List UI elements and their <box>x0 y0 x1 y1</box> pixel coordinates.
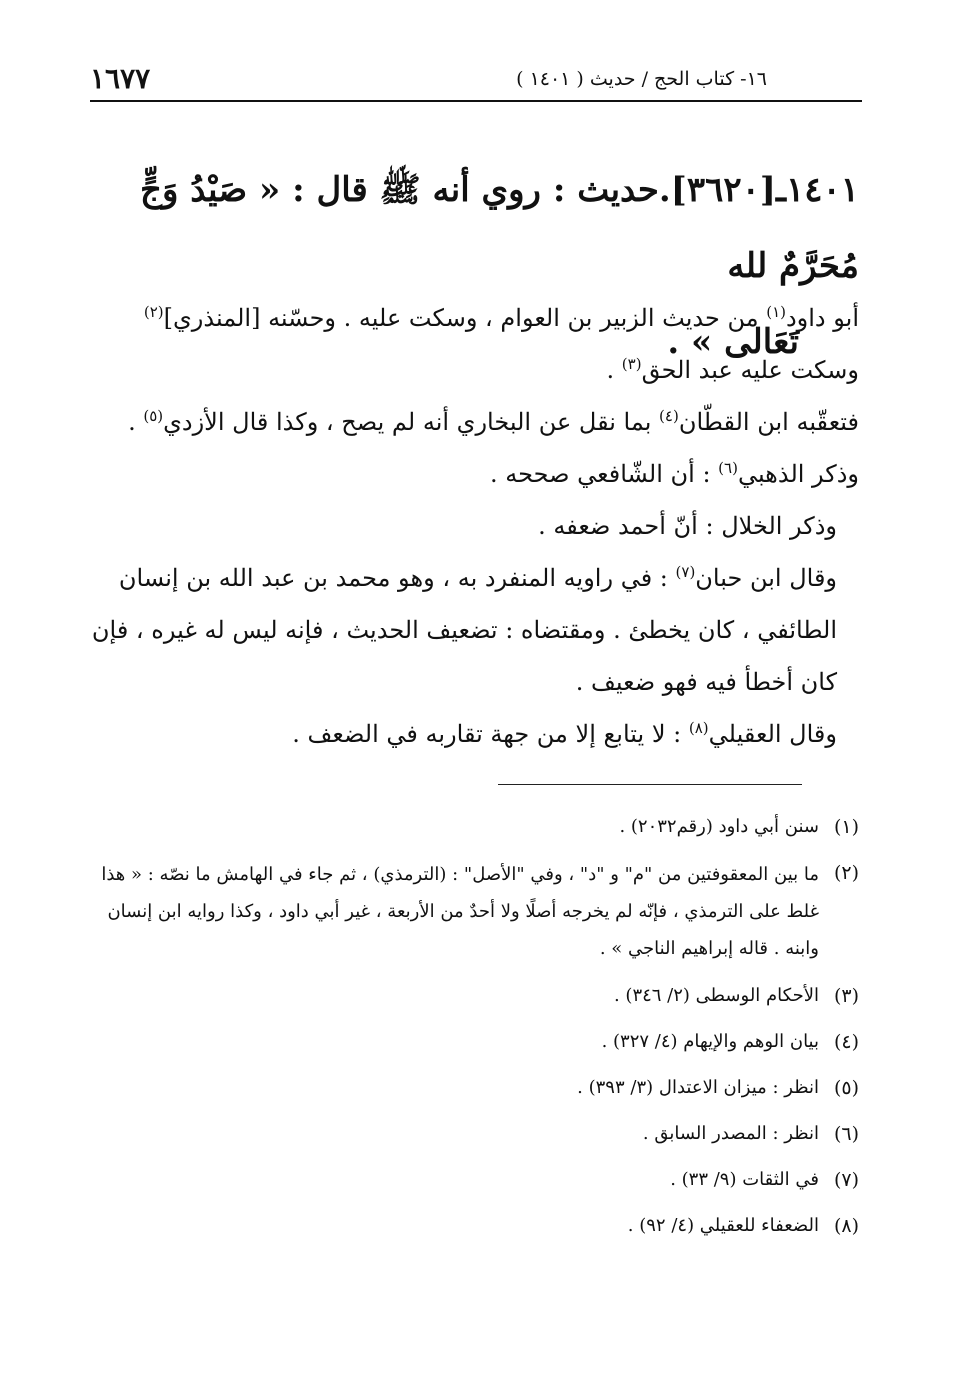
text-span: وذكر الخلال : أنّ أحمد ضعفه . <box>538 512 837 540</box>
text-span: وقال العقيلي <box>708 720 837 748</box>
footnote-item <box>79 1163 859 1197</box>
footnote-ref[interactable]: (٧) <box>675 563 696 581</box>
text-span: أبو داود <box>785 304 859 332</box>
text-span: . <box>128 408 144 436</box>
footnote-number: (٣) <box>833 985 859 1007</box>
footnote-item <box>79 979 859 1013</box>
paragraph-ibn-hibban <box>87 552 859 708</box>
footnote-item <box>79 1209 859 1243</box>
text-span: : في راويه المنفرد به ، وهو محمد بن عبد الله بن إنسان الطائفي ، كان يخطئ . ومقتضاه : تضعيف الحديث ، فإنه ليس له غيره ، فإن كان أخطأ فيه فهو ضعيف . <box>91 564 837 696</box>
footnote-ref[interactable]: (١) <box>766 303 786 321</box>
footnote-number: (١) <box>833 816 859 838</box>
footnote-item <box>79 856 859 967</box>
hadith-line-2: تَعَالى » . <box>667 322 799 362</box>
footnote-text: سنن أبي داود (رقم٢٠٣٢) . <box>619 816 819 837</box>
footnote-number: (٥) <box>833 1077 859 1099</box>
footnote-ref[interactable]: (٦) <box>718 459 738 477</box>
footnote-text: الأحكام الوسطى (٢/ ٣٤٦) . <box>613 985 819 1006</box>
footnote-ref[interactable]: (٨) <box>688 719 709 737</box>
text-span: وقال ابن حبان <box>695 564 837 592</box>
page-header <box>90 60 862 102</box>
footnote-text: انظر : المصدر السابق . <box>642 1123 819 1144</box>
page-number: ١٦٧٧ <box>90 62 151 95</box>
footnote-item <box>79 1071 859 1105</box>
footnote-ref[interactable]: (٢) <box>143 303 164 321</box>
footnote-number: (٢) <box>833 862 859 884</box>
text-span: بما نقل عن البخاري أنه لم يصح ، وكذا قال الأزدي <box>163 408 660 436</box>
footnotes-section <box>79 810 859 1255</box>
footnote-text: ما بين المعقوفتين من "م" و "د" ، وفي "الأصل" : (الترمذي) ، ثم جاء في الهامش ما نصّه : « هذا غلط على الترمذي ، فإنّه لم يخرجه أصلًا ولا أحدٌ من الأربعة ، غير أبي داود ، وكذا روايه ابن إنسان وابنه . قاله إبراهيم الناجي » . <box>101 864 819 959</box>
footnote-text: انظر : ميزان الاعتدال (٣/ ٣٩٣) . <box>577 1077 819 1098</box>
text-span: وذكر الذهبي <box>737 460 859 488</box>
running-title: ١٦- كتاب الحج / حديث ( ١٤٠١ ) <box>516 68 767 90</box>
paragraph-abu-dawud <box>87 292 859 396</box>
footnote-text: بيان الوهم والإيهام (٤/ ٣٢٧) . <box>601 1031 819 1052</box>
footnote-divider <box>498 784 802 785</box>
footnote-number: (٧) <box>833 1169 859 1191</box>
commentary-body <box>87 292 859 760</box>
hadith-line-1: ١٤٠١ـ[٣٦٢٠].حديث : روي أنه ﷺ قال : « صَيْدُ وَجٍّ مُحَرَّمٌ لله <box>140 170 859 286</box>
footnote-ref[interactable]: (٥) <box>143 407 164 425</box>
paragraph-dhahabi <box>87 448 859 500</box>
footnote-number: (٦) <box>833 1123 859 1145</box>
footnote-item <box>79 1025 859 1059</box>
paragraph-uqayli <box>87 708 859 760</box>
footnote-text: الضعفاء للعقيلي (٤/ ٩٢) . <box>627 1215 819 1236</box>
text-span: : لا يتابع إلا من جهة تقاربه في الضعف . <box>292 720 689 748</box>
footnote-item <box>79 1117 859 1151</box>
footnote-text: في الثقات (٩/ ٣٣) . <box>670 1169 819 1190</box>
text-span: وسكت عليه عبد الحق <box>641 356 859 384</box>
paragraph-khallal <box>87 500 859 552</box>
text-span: من حديث الزبير بن العوام ، وسكت عليه . وحسّنه [المنذري] <box>163 304 767 332</box>
footnote-ref[interactable]: (٣) <box>621 355 642 373</box>
footnote-number: (٨) <box>833 1215 859 1237</box>
text-span: : أن الشّافعي صححه . <box>490 460 719 488</box>
footnote-item <box>79 810 859 844</box>
text-span: . <box>606 356 622 384</box>
paragraph-ibn-qattan <box>87 396 859 448</box>
text-span: فتعقّبه ابن القطّان <box>678 408 859 436</box>
footnote-number: (٤) <box>833 1031 859 1053</box>
footnote-ref[interactable]: (٤) <box>659 407 679 425</box>
